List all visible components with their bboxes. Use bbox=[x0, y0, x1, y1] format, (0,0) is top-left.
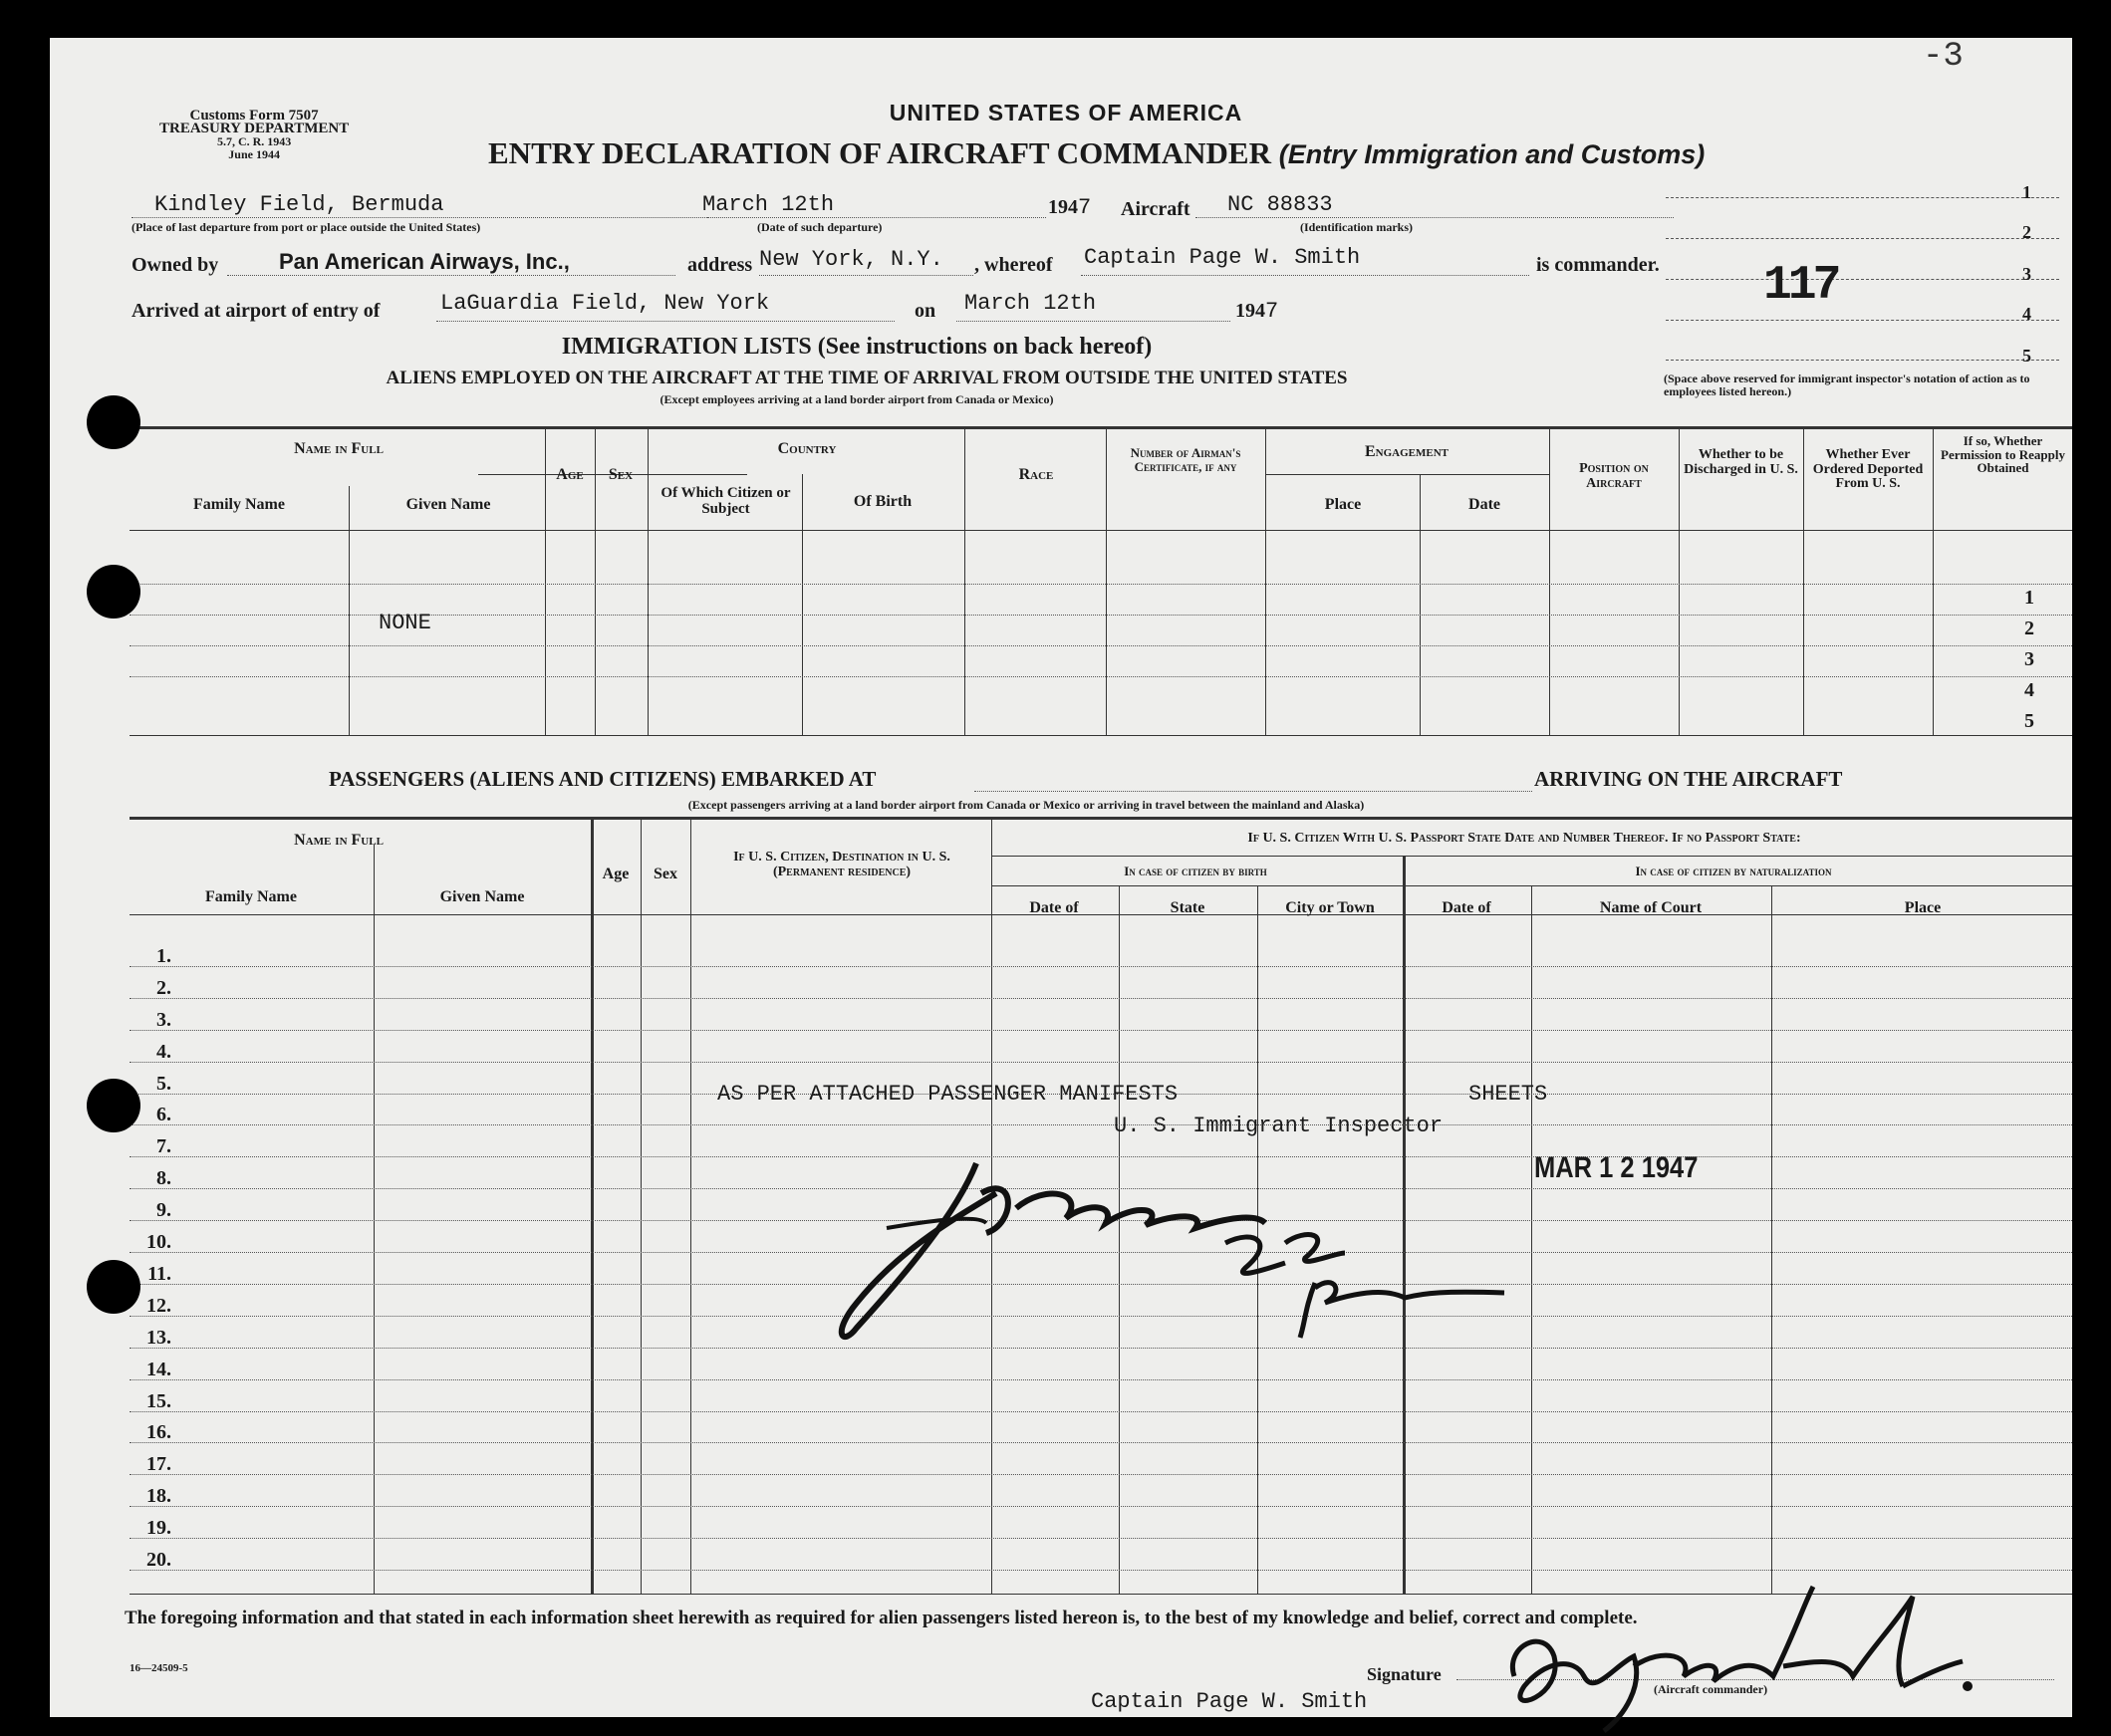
table-row bbox=[130, 1538, 2072, 1539]
manifest-text: AS PER ATTACHED PASSENGER MANIFESTS bbox=[717, 1082, 1179, 1107]
departure-place: Kindley Field, Bermuda bbox=[154, 192, 444, 217]
col-engagement-date: Date bbox=[1468, 496, 1500, 513]
form-date: June 1944 bbox=[228, 147, 280, 161]
col-sex: Sex bbox=[608, 466, 634, 483]
aircraft-label: Aircraft bbox=[1121, 198, 1190, 220]
departure-date-caption: (Date of such departure) bbox=[757, 220, 883, 234]
row-number: 5. bbox=[156, 1072, 171, 1095]
col-airman-cert: Number of Airman's Certificate, if any bbox=[1130, 445, 1241, 474]
inspector-line-number: 1 bbox=[2022, 182, 2031, 202]
row-number: 5 bbox=[2024, 710, 2034, 732]
inspector-signature bbox=[787, 1133, 1524, 1363]
signature-label: Signature bbox=[1367, 1664, 1442, 1684]
col-discharged: Whether to be Discharged in U. S. bbox=[1684, 447, 1798, 477]
address-label: address bbox=[687, 254, 753, 276]
inspector-title: U. S. Immigrant Inspector bbox=[1114, 1114, 1444, 1138]
departure-year bbox=[1048, 197, 1091, 219]
col-given-name: Given Name bbox=[405, 496, 491, 513]
table-row bbox=[130, 966, 2072, 967]
row-number: 2. bbox=[156, 976, 171, 999]
row-number: 1. bbox=[156, 944, 171, 967]
col-deported: Whether Ever Ordered Deported From U. S. bbox=[1812, 447, 1924, 492]
sheets-label: SHEETS bbox=[1468, 1082, 1548, 1107]
row-number: 9. bbox=[156, 1199, 171, 1222]
row-number: 10. bbox=[146, 1231, 171, 1253]
table-row bbox=[130, 1506, 2072, 1507]
whereof-label: , whereof bbox=[974, 254, 1053, 276]
declaration-text: The foregoing information and that stated in each information sheet herewith as required for alien passengers listed hereon is, to the best of my knowledge and belief, correct and complete. bbox=[125, 1608, 1638, 1628]
row-number: 20. bbox=[146, 1549, 171, 1571]
table-row bbox=[130, 998, 2072, 999]
form-code: 16—24509-5 bbox=[130, 1662, 188, 1674]
address: New York, N.Y. bbox=[759, 247, 943, 272]
form-sheet bbox=[50, 38, 2072, 1717]
row-number: 2 bbox=[2024, 618, 2034, 639]
passengers-note: (Except passengers arriving at a land border airport from Canada or Mexico or arriving in travel between the mainland and Alaska) bbox=[687, 798, 1365, 812]
table-row bbox=[130, 1030, 2072, 1031]
inspector-line-number: 4 bbox=[2022, 304, 2031, 324]
passengers-heading: PASSENGERS (ALIENS AND CITIZENS) EMBARKED AT bbox=[329, 767, 877, 791]
arrival-airport: LaGuardia Field, New York bbox=[440, 291, 770, 316]
commander-label: is commander. bbox=[1536, 254, 1660, 276]
aircraft-id-caption: (Identification marks) bbox=[1300, 220, 1413, 234]
table-row bbox=[130, 1411, 2072, 1412]
year-digit: 7 bbox=[1078, 195, 1092, 220]
arrival-date: March 12th bbox=[964, 291, 1097, 316]
arrival-year bbox=[1235, 301, 1278, 323]
pcol-name-in-full: Name in Full bbox=[294, 832, 384, 849]
departure-date: March 12th bbox=[702, 192, 835, 217]
row-number: 3 bbox=[2024, 648, 2034, 670]
inspector-line-number: 2 bbox=[2022, 222, 2031, 242]
commander-typed-name: Captain Page W. Smith bbox=[1091, 1689, 1368, 1714]
punch-hole bbox=[87, 395, 140, 449]
departure-place-caption: (Place of last departure from port or place outside the United States) bbox=[132, 220, 481, 234]
row-number: 1 bbox=[2024, 587, 2034, 609]
row-number: 14. bbox=[146, 1358, 171, 1380]
pcol-by-naturalization: In case of citizen by naturalization bbox=[1635, 864, 1832, 878]
form-title-sub: (Entry Immigration and Customs) bbox=[1278, 139, 1706, 169]
corner-mark: -3 bbox=[1923, 38, 1964, 76]
col-engagement-place: Place bbox=[1324, 496, 1362, 513]
row-number: 3. bbox=[156, 1008, 171, 1031]
pcol-naturalization-date: Date of bbox=[1442, 899, 1491, 916]
pcol-state: State bbox=[1170, 899, 1205, 916]
col-position: Position on Aircraft bbox=[1579, 461, 1649, 491]
inspector-box-note: (Space above reserved for immigrant inspector's notation of action as to employees listed hereon.) bbox=[1664, 372, 2030, 398]
row-number: 18. bbox=[146, 1485, 171, 1508]
col-family-name: Family Name bbox=[193, 496, 285, 513]
form-id-block bbox=[159, 110, 349, 161]
inspector-line-number: 5 bbox=[2022, 346, 2031, 366]
punch-hole bbox=[87, 1260, 140, 1314]
col-country: Country bbox=[777, 440, 837, 457]
row-number: 4 bbox=[2024, 679, 2034, 701]
commander-signature bbox=[1474, 1567, 1992, 1736]
immigration-note: (Except employees arriving at a land border airport from Canada or Mexico) bbox=[660, 392, 1054, 406]
arrival-year-prefix: 194 bbox=[1235, 300, 1265, 322]
form-number: Customs Form 7507 bbox=[189, 108, 319, 124]
table-row bbox=[130, 1474, 2072, 1475]
pcol-place: Place bbox=[1904, 899, 1942, 916]
none-entry: NONE bbox=[379, 611, 431, 635]
pcol-given-name: Given Name bbox=[439, 888, 525, 905]
table-row bbox=[130, 1442, 2072, 1443]
punch-hole bbox=[87, 1079, 140, 1132]
pcol-city: City or Town bbox=[1285, 899, 1375, 916]
table-row bbox=[130, 1062, 2072, 1063]
pcol-age: Age bbox=[602, 866, 630, 882]
col-engagement: Engagement bbox=[1364, 443, 1450, 460]
pcol-birth-date: Date of bbox=[1029, 899, 1079, 916]
pcol-sex: Sex bbox=[654, 866, 677, 882]
col-citizen-of: Of Which Citizen or Subject bbox=[660, 485, 791, 517]
commander-name: Captain Page W. Smith bbox=[1084, 245, 1361, 270]
department: TREASURY DEPARTMENT bbox=[159, 121, 350, 136]
owner: Pan American Airways, Inc., bbox=[279, 249, 570, 274]
pcol-by-birth: In case of citizen by birth bbox=[1124, 864, 1267, 878]
owned-label: Owned by bbox=[132, 254, 219, 276]
row-number: 19. bbox=[146, 1517, 171, 1540]
row-number: 7. bbox=[156, 1135, 171, 1158]
pcol-family-name: Family Name bbox=[205, 888, 297, 905]
pcol-passport-note: If U. S. Citizen With U. S. Passport State Date and Number Thereof. If no Passport State: bbox=[1247, 831, 1801, 846]
col-of-birth: Of Birth bbox=[853, 493, 913, 510]
on-label: on bbox=[915, 300, 936, 322]
immigration-subheading: ALIENS EMPLOYED ON THE AIRCRAFT AT THE TIME OF ARRIVAL FROM OUTSIDE THE UNITED STATES bbox=[386, 368, 1348, 388]
col-race: Race bbox=[1018, 466, 1054, 483]
date-stamp: MAR 1 2 1947 bbox=[1534, 1151, 1699, 1184]
pcol-destination: If U. S. Citizen, Destination in U. S. (Permanent residence) bbox=[733, 850, 950, 879]
immigration-heading: IMMIGRATION LISTS (See instructions on back hereof) bbox=[561, 334, 1153, 360]
form-title bbox=[488, 137, 1705, 168]
row-number: 13. bbox=[146, 1326, 171, 1349]
row-number: 17. bbox=[146, 1453, 171, 1476]
row-number: 12. bbox=[146, 1294, 171, 1317]
row-number: 4. bbox=[156, 1040, 171, 1063]
table-row bbox=[130, 1379, 2072, 1380]
form-title-main: ENTRY DECLARATION OF AIRCRAFT COMMANDER bbox=[488, 135, 1271, 170]
row-number: 16. bbox=[146, 1421, 171, 1444]
row-number: 6. bbox=[156, 1104, 171, 1126]
arrival-year-digit: 7 bbox=[1265, 299, 1279, 324]
table-row bbox=[130, 1124, 2072, 1125]
col-permission: If so, Whether Permission to Reapply Obtained bbox=[1941, 433, 2065, 476]
passengers-heading-right: ARRIVING ON THE AIRCRAFT bbox=[1534, 767, 1843, 791]
row-number: 15. bbox=[146, 1389, 171, 1412]
country-heading: UNITED STATES OF AMERICA bbox=[889, 100, 1243, 125]
col-name-in-full: Name in Full bbox=[294, 440, 384, 457]
inspector-line-number: 3 bbox=[2022, 264, 2031, 284]
year-prefix: 194 bbox=[1048, 196, 1078, 218]
row-number: 8. bbox=[156, 1167, 171, 1190]
row-number: 11. bbox=[147, 1262, 171, 1285]
punch-hole bbox=[87, 565, 140, 619]
signature-caption: (Aircraft commander) bbox=[1654, 1682, 1768, 1696]
aircraft-id: NC 88833 bbox=[1227, 192, 1333, 217]
inspector-stamp-number: 117 bbox=[1763, 259, 1838, 313]
regulation: 5.7, C. R. 1943 bbox=[216, 134, 292, 148]
pcol-court: Name of Court bbox=[1599, 899, 1703, 916]
col-age: Age bbox=[556, 466, 584, 483]
arrived-label: Arrived at airport of entry of bbox=[132, 300, 381, 322]
